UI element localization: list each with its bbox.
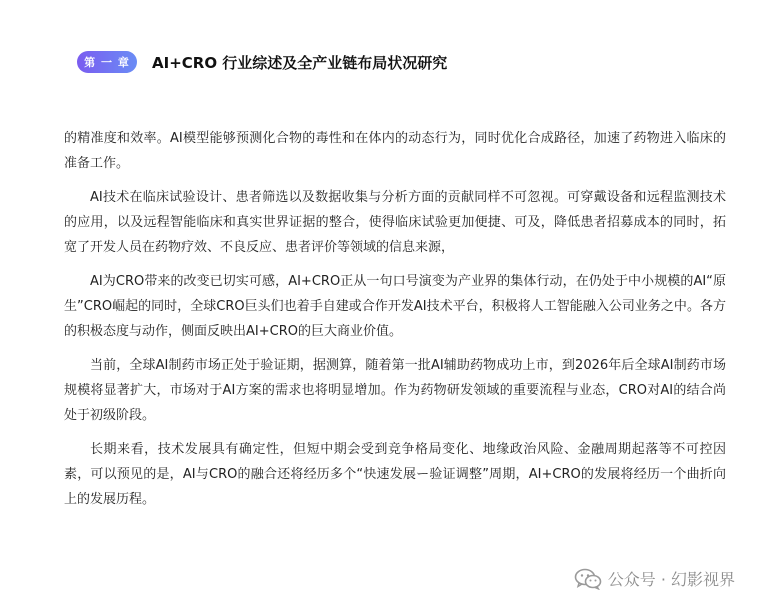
chapter-badge: 第 一 章: [77, 51, 137, 73]
paragraph: AI为CRO带来的改变已切实可感，AI+CRO正从一句口号演变为产业界的集体行动，在仍处于中小规模的AI“原生”CRO崛起的同时，全球CRO巨头们也着手自建或合作开发AI技术平台，积极将人工智能融入公司业务之中。各方的积极态度与动作，侧面反映出AI+CRO的巨大商业价值。: [64, 274, 726, 339]
body-text: [64, 126, 726, 521]
chapter-header: [77, 50, 447, 74]
watermark-text: 公众号 · 幻影视界: [607, 570, 735, 589]
chapter-title: AI+CRO 行业综述及全产业链布局状况研究: [152, 53, 448, 72]
watermark: [574, 567, 735, 590]
paragraph: 的精准度和效率。AI模型能够预测化合物的毒性和在体内的动态行为，同时优化合成路径，加速了药物进入临床的准备工作。: [64, 131, 726, 171]
paragraph: 长期来看，技术发展具有确定性，但短中期会受到竞争格局变化、地缘政治风险、金融周期起落等不可控因素，可以预见的是，AI与CRO的融合还将经历多个“快速发展ー验证调整”周期，AI+CRO的发展将经历一个曲折向上的发展历程。: [64, 442, 726, 507]
paragraph: 当前，全球AI制药市场正处于验证期，据测算，随着第一批AI辅助药物成功上市，到2026年后全球AI制药市场规模将显著扩大，市场对于AI方案的需求也将明显增加。作为药物研发领域的重要流程与业态，CRO对AI的结合尚处于初级阶段。: [64, 358, 726, 423]
wechat-icon: [574, 568, 602, 590]
paragraph: AI技术在临床试验设计、患者筛选以及数据收集与分析方面的贡献同样不可忽视。可穿戴设备和远程监测技术的应用，以及远程智能临床和真实世界证据的整合，使得临床试验更加便捷、可及，降低患者招募成本的同时，拓宽了开发人员在药物疗效、不良反应、患者评价等领域的信息来源，: [64, 190, 726, 255]
